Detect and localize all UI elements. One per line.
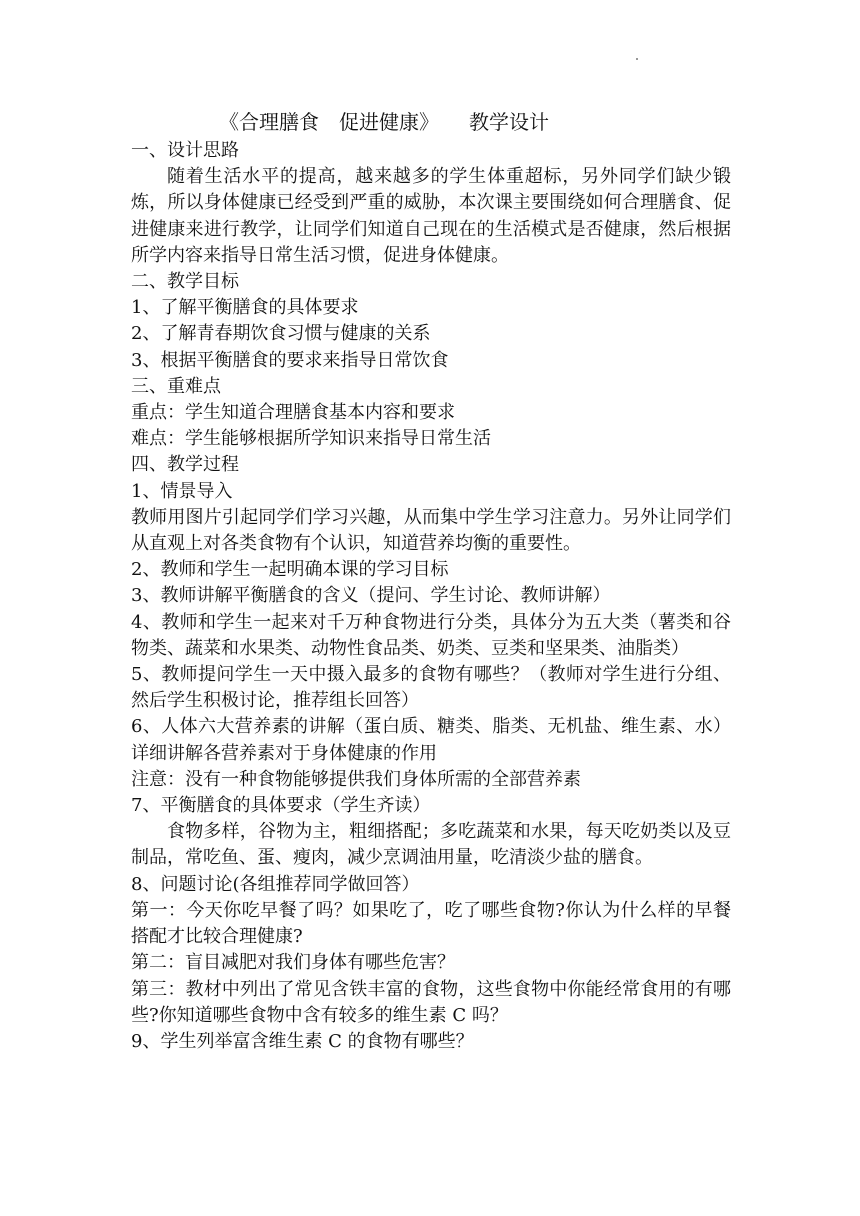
paragraph: 2、教师和学生一起明确本课的学习目标	[131, 559, 449, 581]
paragraph: 4、教师和学生一起来对千万种食物进行分类，具体分为五大类（薯类和谷物类、蔬菜和水果类、动物性食品类、奶类、豆类和坚果类、油脂类）	[131, 611, 731, 659]
paragraph: 1、了解平衡膳食的具体要求	[131, 297, 359, 319]
paragraph: 第二：盲目减肥对我们身体有哪些危害？	[131, 952, 455, 974]
paragraph: 8、问题讨论(各组推荐同学做回答）	[131, 873, 420, 895]
paragraph: 四、教学过程	[131, 454, 239, 476]
paragraph: 2、了解青春期饮食习惯与健康的关系	[131, 323, 431, 345]
paragraph: 第三：教材中列出了常见含铁丰富的食物，这些食物中你能经常食用的有哪些?你知道哪些食物中含有较多的维生素 C 吗？	[131, 978, 731, 1026]
document-title: 《合理膳食 促进健康》 教学设计	[219, 110, 549, 134]
paragraph: 食物多样，谷物为主，粗细搭配；多吃蔬菜和水果，每天吃奶类以及豆制品，常吃鱼、蛋、瘦肉，减少烹调油用量，吃清淡少盐的膳食。	[131, 821, 731, 869]
paragraph: 注意：没有一种食物能够提供我们身体所需的全部营养素	[131, 768, 581, 790]
paragraph: 3、教师讲解平衡膳食的含义（提问、学生讨论、教师讲解）	[131, 585, 611, 607]
paragraph: 三、重难点	[131, 375, 221, 397]
paragraph: 第一：今天你吃早餐了吗？如果吃了，吃了哪些食物?你认为什么样的早餐搭配才比较合理健康?	[131, 899, 731, 948]
paragraph: 9、学生列举富含维生素 C 的食物有哪些？	[131, 1030, 474, 1052]
paragraph: 一、设计思路	[131, 140, 239, 161]
paragraph: 二、教学目标	[131, 271, 239, 293]
document-body	[131, 138, 731, 1055]
paragraph: 重点：学生知道合理膳食基本内容和要求	[131, 402, 455, 424]
paragraph: 难点：学生能够根据所学知识来指导日常生活	[131, 428, 491, 450]
paragraph: 6、人体六大营养素的讲解（蛋白质、糖类、脂类、无机盐、维生素、水）详细讲解各营养素对于身体健康的作用	[131, 716, 731, 764]
paragraph: 7、平衡膳食的具体要求（学生齐读）	[131, 795, 431, 817]
paragraph: 教师用图片引起同学们学习兴趣，从而集中学生学习注意力。另外让同学们从直观上对各类食物有个认识，知道营养均衡的重要性。	[131, 506, 731, 555]
page-dot-mark	[636, 58, 638, 60]
paragraph: 5、教师提问学生一天中摄入最多的食物有哪些？（教师对学生进行分组、然后学生积极讨论，推荐组长回答）	[131, 664, 731, 712]
paragraph: 1、情景导入	[131, 480, 233, 502]
document-page	[131, 108, 731, 1055]
paragraph: 随着生活水平的提高，越来越多的学生体重超标，另外同学们缺少锻炼，所以身体健康已经受到严重的威胁，本次课主要围绕如何合理膳食、促进健康来进行教学，让同学们知道自己现在的生活模式是否健康，然后根据所学内容来指导日常生活习惯，促进身体健康。	[131, 166, 731, 266]
paragraph: 3、根据平衡膳食的要求来指导日常饮食	[131, 349, 449, 371]
